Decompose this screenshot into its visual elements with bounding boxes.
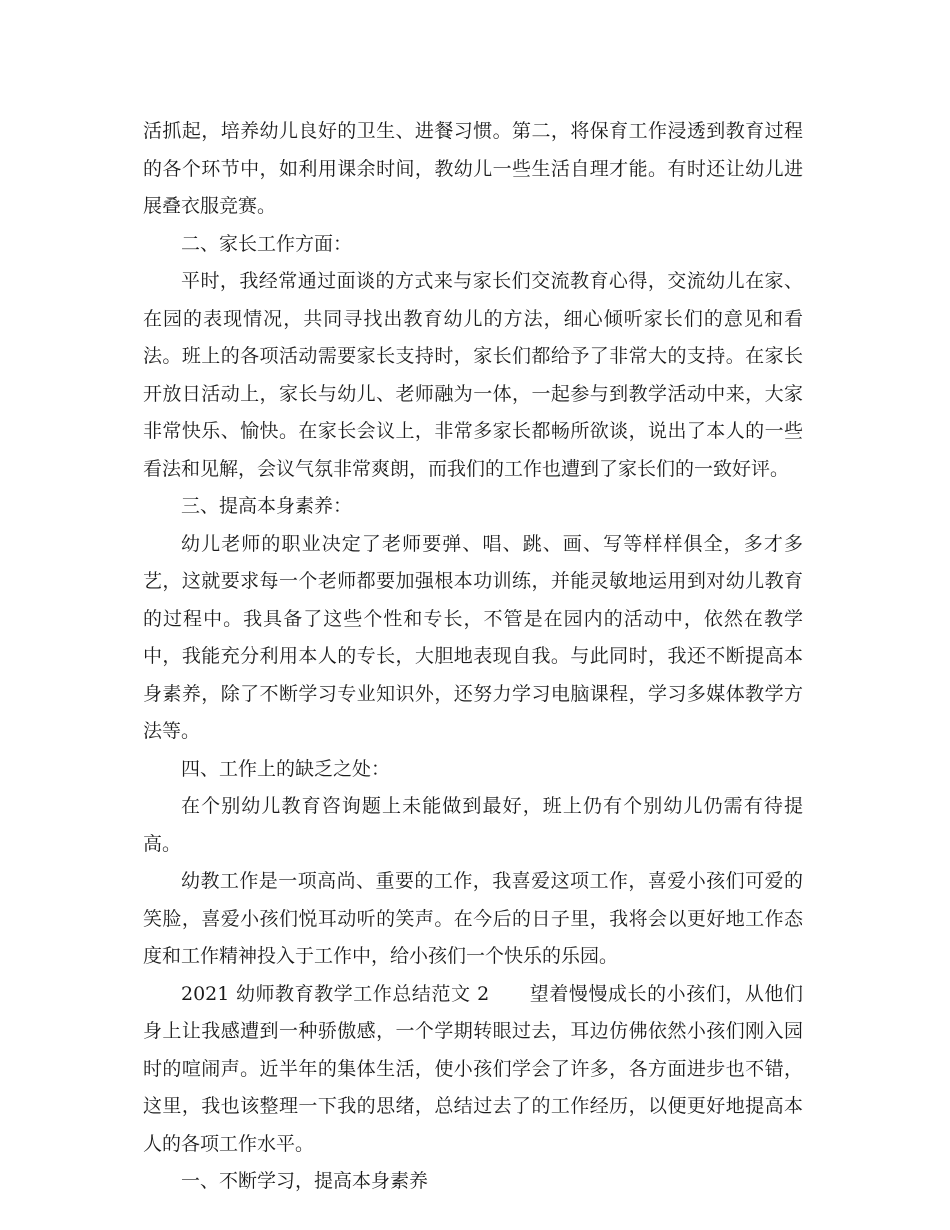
heading-shortcomings: 四、工作上的缺乏之处： bbox=[181, 757, 391, 780]
section2-title: 2021 幼师教育教学工作总结范文 2 bbox=[181, 982, 490, 1005]
section2-body: 望着慢慢成长的小孩们，从他们身上让我感遭到一种骄傲感，一个学期转眼过去，耳边仿佛依然小孩们刚入园时的喧闹声。近半年的集体生活，使小孩们学会了许多，各方面进步也不错，这里，我也该整理一下我的思绪，总结过去了的工作经历，以便更好地提高本人的各项工作水平。 bbox=[143, 982, 803, 1155]
paragraph-continuation: 活抓起，培养幼儿良好的卫生、进餐习惯。第二，将保育工作浸透到教育过程的各个环节中，如利用课余时间，教幼儿一些生活自理才能。有时还让幼儿进展叠衣服竞赛。 bbox=[143, 120, 803, 217]
heading-continuous-learning: 一、不断学习，提高本身素养 bbox=[181, 1170, 429, 1192]
paragraph-shortcomings: 在个别幼儿教育咨询题上未能做到最好，班上仍有个别幼儿仍需有待提高。 bbox=[143, 795, 803, 855]
paragraph-parent-work: 平时，我经常通过面谈的方式来与家长们交流教育心得，交流幼儿在家、在园的表现情况，共同寻找出教育幼儿的方法，细心倾听家长们的意见和看法。班上的各项活动需要家长支持时，家长们都给予了非常大的支持。在家长开放日活动上，家长与幼儿、老师融为一体，一起参与到教学活动中来，大家非常快乐、愉快。在家长会议上，非常多家长都畅所欲谈，说出了本人的一些看法和见解，会议气氛非常爽朗，而我们的工作也遭到了家长们的一致好评。 bbox=[143, 270, 803, 480]
paragraph-conclusion: 幼教工作是一项高尚、重要的工作，我喜爱这项工作，喜爱小孩们可爱的笑脸，喜爱小孩们悦耳动听的笑声。在今后的日子里，我将会以更好地工作态度和工作精神投入于工作中，给小孩们一个快乐的乐园。 bbox=[143, 870, 803, 967]
heading-parent-work: 二、家长工作方面： bbox=[181, 232, 353, 255]
section2-paragraph bbox=[143, 976, 803, 1164]
paragraph-self-improvement: 幼儿老师的职业决定了老师要弹、唱、跳、画、写等样样俱全，多才多艺，这就要求每一个老师都要加强根本功训练，并能灵敏地运用到对幼儿教育的过程中。我具备了这些个性和专长，不管是在园内的活动中，依然在教学中，我能充分利用本人的专长，大胆地表现自我。与此同时，我还不断提高本身素养，除了不断学习专业知识外，还努力学习电脑课程，学习多媒体教学方法等。 bbox=[143, 532, 803, 742]
heading-self-improvement: 三、提高本身素养： bbox=[181, 495, 353, 517]
document-body bbox=[143, 113, 803, 1201]
